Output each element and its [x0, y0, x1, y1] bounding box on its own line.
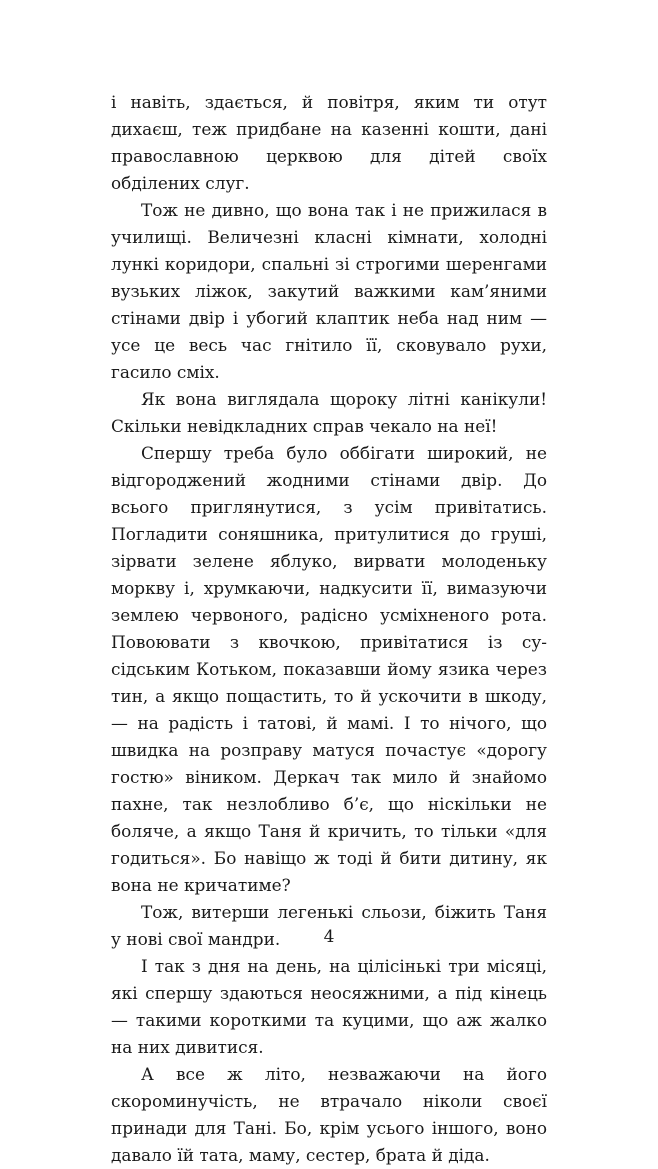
paragraph: І так з дня на день, на цілісінькі три місяці, які спершу здаються неосяжними, а під кінець — такими короткими та куцими, що аж жалко на них дивитися. [111, 956, 547, 1057]
paragraph: А все ж літо, незважаючи на його скороминучість, не втрачало ніколи своєї принади для Тані. Бо, крім усього іншого, воно давало їй тата, маму, сестер, брата й діда. [111, 1064, 547, 1165]
paragraph: Тож не дивно, що вона так і не прижилася в училищі. Величезні класні кімнати, холодні лункі коридори, спальні зі строгими шеренгами вузьких ліжок, закутий важкими кам’яними стінами двір і убогий клаптик неба над ним — усе це весь час гнітило її, сковувало рухи, гасило сміх. [111, 200, 547, 382]
paragraph: Тож, витерши легенькі сльози, біжить Таня у нові свої мандри. [111, 902, 547, 949]
paragraph: Як вона виглядала щороку літні канікули! Скільки невідкладних справ чекало на неї! [111, 389, 547, 436]
page-number: 4 [323, 927, 335, 947]
paragraph-continuation: і навіть, здається, й повітря, яким ти отут дихаєш, теж придбане на казенні кошти, дані православною церквою для дітей своїх обділених слуг. [111, 92, 547, 193]
paragraph: Спершу треба було оббігати широкий, не відгороджений жодними стінами двір. До всього приглянутися, з усім привітатись. Погладити соняшника, притулитися до груші, зірвати зелене яблуко, вирвати молоденьку моркву і, хрумкаючи, надкусити її, вимазуючи землею червоного, радісно усміхненого рота. Повоювати з квочкою, привітатися із сусідським Котьком, показавши йому язика через тин, а якщо пощастить, то й ускочити в шкоду, — на радість і татові, й мамі. І то нічого, що швидка на розправу матуся почастує «дорогу гостю» віником. Деркач так мило й знайомо пахне, так незлобливо б’є, що ніскільки не боляче, а якщо Таня й кричить, то тільки «для годиться». Бо навіщо ж тоді й бити дитину, як вона не кричатиме? [111, 443, 547, 895]
body-text [111, 89, 547, 1169]
